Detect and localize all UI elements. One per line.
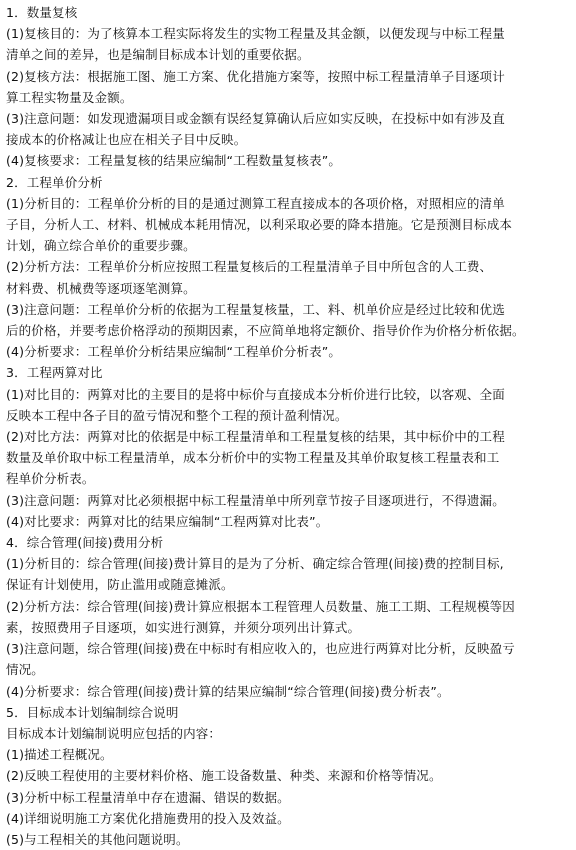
list-item (6, 108, 568, 150)
text-line: (4)对比要求：两算对比的结果应编制“工程两算对比表”。 (6, 513, 329, 529)
text-line: 情况。 (6, 662, 44, 678)
list-item (6, 23, 568, 65)
text-line: (3)分析中标工程量清单中存在遗漏、错误的数据。 (6, 789, 290, 805)
list-item (6, 765, 568, 786)
text-line: (4)分析要求：工程单价分析结果应编制“工程单价分析表”。 (6, 344, 342, 360)
list-item (6, 681, 568, 702)
section-heading: 3．工程两算对比 (6, 365, 103, 381)
section-heading: 5．目标成本计划编制综合说明 (6, 704, 179, 720)
list-item (6, 426, 568, 490)
text-line: 算工程实物量及金额。 (6, 89, 133, 105)
text-line: (3)注意问题，综合管理(间接)费在中标时有相应收入的，也应进行两算对比分析，反映盈亏 (6, 641, 515, 657)
text-line: (3)注意问题：工程单价分析的依据为工程量复核量，工、料、机单价应是经过比较和优选 (6, 301, 505, 317)
text-line: 素，按照费用子目逐项，如实进行测算，并须分项列出计算式。 (6, 619, 361, 635)
list-item (6, 384, 568, 426)
list-item (6, 638, 568, 680)
text-line: (1)分析目的：综合管理(间接)费计算目的是为了分析、确定综合管理(间接)费的控制目标, (6, 556, 504, 572)
text-line: (4)分析要求：综合管理(间接)费计算的结果应编制“综合管理(间接)费分析表”。 (6, 683, 450, 699)
list-item (6, 341, 568, 362)
section-heading: 1．数量复核 (6, 5, 78, 20)
text-line: 清单之间的差异，也是编制目标成本计划的重要依据。 (6, 47, 310, 63)
text-line: 程单价分析表。 (6, 471, 95, 487)
list-item (6, 511, 568, 532)
list-item (6, 256, 568, 298)
text-line: 反映本工程中各子目的盈亏情况和整个工程的预计盈利情况。 (6, 407, 348, 423)
list-item (6, 829, 568, 850)
text-line: (3)注意问题：如发现遗漏项目或金额有误经复算确认后应如实反映，在投标中如有涉及直 (6, 111, 505, 127)
text-line: (2)分析方法：工程单价分析应按照工程量复核后的工程量清单子目中所包含的人工费、 (6, 259, 493, 275)
list-item (6, 596, 568, 638)
list-item (6, 553, 568, 595)
text-line: (4)复核要求：工程量复核的结果应编制“工程数量复核表”。 (6, 153, 342, 169)
list-item (6, 66, 568, 108)
list-item (6, 808, 568, 829)
list-item (6, 490, 568, 511)
text-line: (1)分析目的：工程单价分析的目的是通过测算工程直接成本的各项价格，对照相应的清单 (6, 195, 505, 211)
text-line: 后的价格，并要考虑价格浮动的预期因素，不应简单地将定额价、指导价作为价格分析依据。 (6, 323, 525, 339)
text-line: (2)反映工程使用的主要材料价格、施工设备数量、种类、来源和价格等情况。 (6, 768, 442, 784)
text-line: (2)对比方法：两算对比的依据是中标工程量清单和工程量复核的结果，其中标价中的工程 (6, 429, 505, 445)
text-line: (1)复核目的：为了核算本工程实际将发生的实物工程量及其金额，以便发现与中标工程量 (6, 26, 505, 42)
text-line: 材料费、机械费等逐项逐笔测算。 (6, 280, 196, 296)
text-line: (5)与工程相关的其他问题说明。 (6, 831, 189, 847)
text-line: (1)描述工程概况。 (6, 747, 113, 763)
list-item (6, 787, 568, 808)
text-line: (2)分析方法：综合管理(间接)费计算应根据本工程管理人员数量、施工工期、工程规模等因 (6, 598, 515, 614)
text-line: (2)复核方法：根据施工图、施工方案、优化措施方案等，按照中标工程量清单子目逐项计 (6, 68, 505, 84)
text-line: 接成本的价格减让也应在相关子目中反映。 (6, 132, 247, 148)
text-line: (4)详细说明施工方案优化措施费用的投入及效益。 (6, 810, 290, 826)
text-line: (1)对比目的：两算对比的主要目的是将中标价与直接成本分析价进行比较，以客观、全面 (6, 386, 505, 402)
list-item (6, 150, 568, 171)
section-heading: 4．综合管理(间接)费用分析 (6, 535, 164, 551)
section-heading: 2．工程单价分析 (6, 174, 103, 190)
text-line: 子目，分析人工、材料、机械成本耗用情况，以利采取必要的降本措施。它是预测目标成本 (6, 217, 513, 233)
text-line: 计划，确立综合单价的重要步骤。 (6, 238, 196, 254)
text-line: (3)注意问题：两算对比必须根据中标工程量清单中所列章节按子目逐项进行，不得遗漏。 (6, 492, 505, 508)
list-item (6, 299, 568, 341)
list-item (6, 744, 568, 765)
text-line: 数量及单价取中标工程量清单，成本分析价中的实物工程量及其单价取复核工程量表和工 (6, 450, 500, 466)
section-intro: 目标成本计划编制说明应包括的内容： (6, 725, 222, 741)
list-item (6, 193, 568, 257)
text-line: 保证有计划使用，防止滥用或随意摊派。 (6, 577, 234, 593)
